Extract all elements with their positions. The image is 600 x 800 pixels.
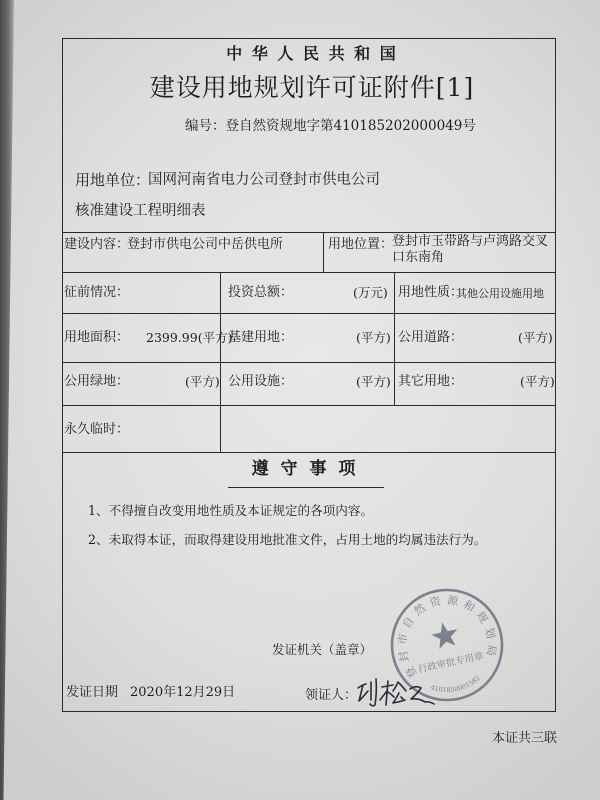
- column-divider: [323, 232, 324, 272]
- document-number-value: 登自然资规地字第410185202000049号: [225, 118, 476, 134]
- seal-code-textpath: 4101850001582: [429, 673, 482, 695]
- construction-content-value: 登封市供电公司中岳供电所: [127, 237, 284, 252]
- other-land-label: 其它用地：: [398, 374, 464, 389]
- public-facilities-label: 公用设施：: [228, 374, 294, 389]
- table-title: 核准建设工程明细表: [75, 203, 206, 219]
- seal-center-text: 行政审批专用章: [417, 650, 485, 676]
- land-location-value: 登封市玉带路与卢鸿路交叉口东南角: [392, 234, 549, 265]
- public-roads-label: 公用道路：: [398, 330, 464, 345]
- country-heading: 中 华 人 民 共 和 国: [226, 44, 398, 63]
- total-investment-label: 投资总额：: [228, 285, 294, 300]
- public-roads-unit: (平方): [518, 330, 553, 345]
- handwritten-signature: [355, 676, 435, 710]
- issue-date-value: 2020年12月29日: [130, 685, 236, 700]
- rules-heading-underline: [228, 487, 384, 488]
- land-area-field: [146, 332, 232, 345]
- table-bottom-line: [62, 452, 556, 453]
- construction-content-label: 建设内容：: [64, 237, 130, 252]
- document-number-label: 编号：: [185, 118, 226, 134]
- table-top-line: [62, 232, 556, 233]
- other-land-unit: (平方): [520, 374, 555, 389]
- seal-code-text: [428, 673, 483, 698]
- document-number: [185, 120, 476, 134]
- rule-item: 2、未取得本证，而取得建设用地批准文件，占用土地的均属违法行为。: [88, 532, 487, 547]
- construction-land-unit: (平方): [356, 330, 391, 345]
- seal-star-icon: [429, 620, 460, 650]
- public-green-space-label: 公用绿地：: [64, 374, 130, 389]
- land-area-value: 2399.99: [146, 330, 198, 345]
- row-divider: [62, 362, 556, 363]
- land-location-label: 用地位置：: [328, 237, 394, 252]
- copies-note: 本证共三联: [492, 731, 558, 746]
- document-title: 建设用地规划许可证附件[1]: [149, 73, 475, 102]
- land-area-unit: (平方): [197, 330, 233, 345]
- row-divider: [62, 405, 556, 406]
- column-divider: [220, 272, 221, 452]
- land-use-nature-label: 用地性质：: [398, 285, 464, 300]
- public-facilities-unit: (平方): [356, 374, 391, 389]
- applicant-label: 用地单位：: [75, 171, 151, 189]
- row-divider: [62, 313, 556, 314]
- public-green-space-unit: (平方): [185, 374, 220, 389]
- pre-acquisition-status-label: 征前情况：: [64, 285, 130, 300]
- row-divider: [62, 272, 556, 273]
- land-area-label: 用地面积：: [64, 330, 130, 345]
- applicant-value: 国网河南省电力公司登封市供电公司: [148, 172, 380, 188]
- rules-heading: 遵 守 事 项: [251, 459, 359, 479]
- recipient-label: 领证人：: [305, 688, 358, 703]
- rule-item: 1、不得擅自改变用地性质及本证规定的各项内容。: [88, 503, 374, 518]
- total-investment-unit: (万元): [353, 285, 388, 300]
- construction-land-label: 基建用地：: [228, 330, 294, 345]
- column-divider: [394, 272, 395, 405]
- land-use-nature-value: 其他公用设施用地: [456, 287, 544, 300]
- permanent-temporary-label: 永久临时：: [64, 422, 130, 437]
- issue-date-label: 发证日期: [66, 685, 119, 700]
- applicant: [75, 171, 380, 189]
- issuer-label: 发证机关（盖章）: [272, 642, 373, 657]
- seal-arc-textpath: 登封市自然资源和规划局: [395, 593, 499, 681]
